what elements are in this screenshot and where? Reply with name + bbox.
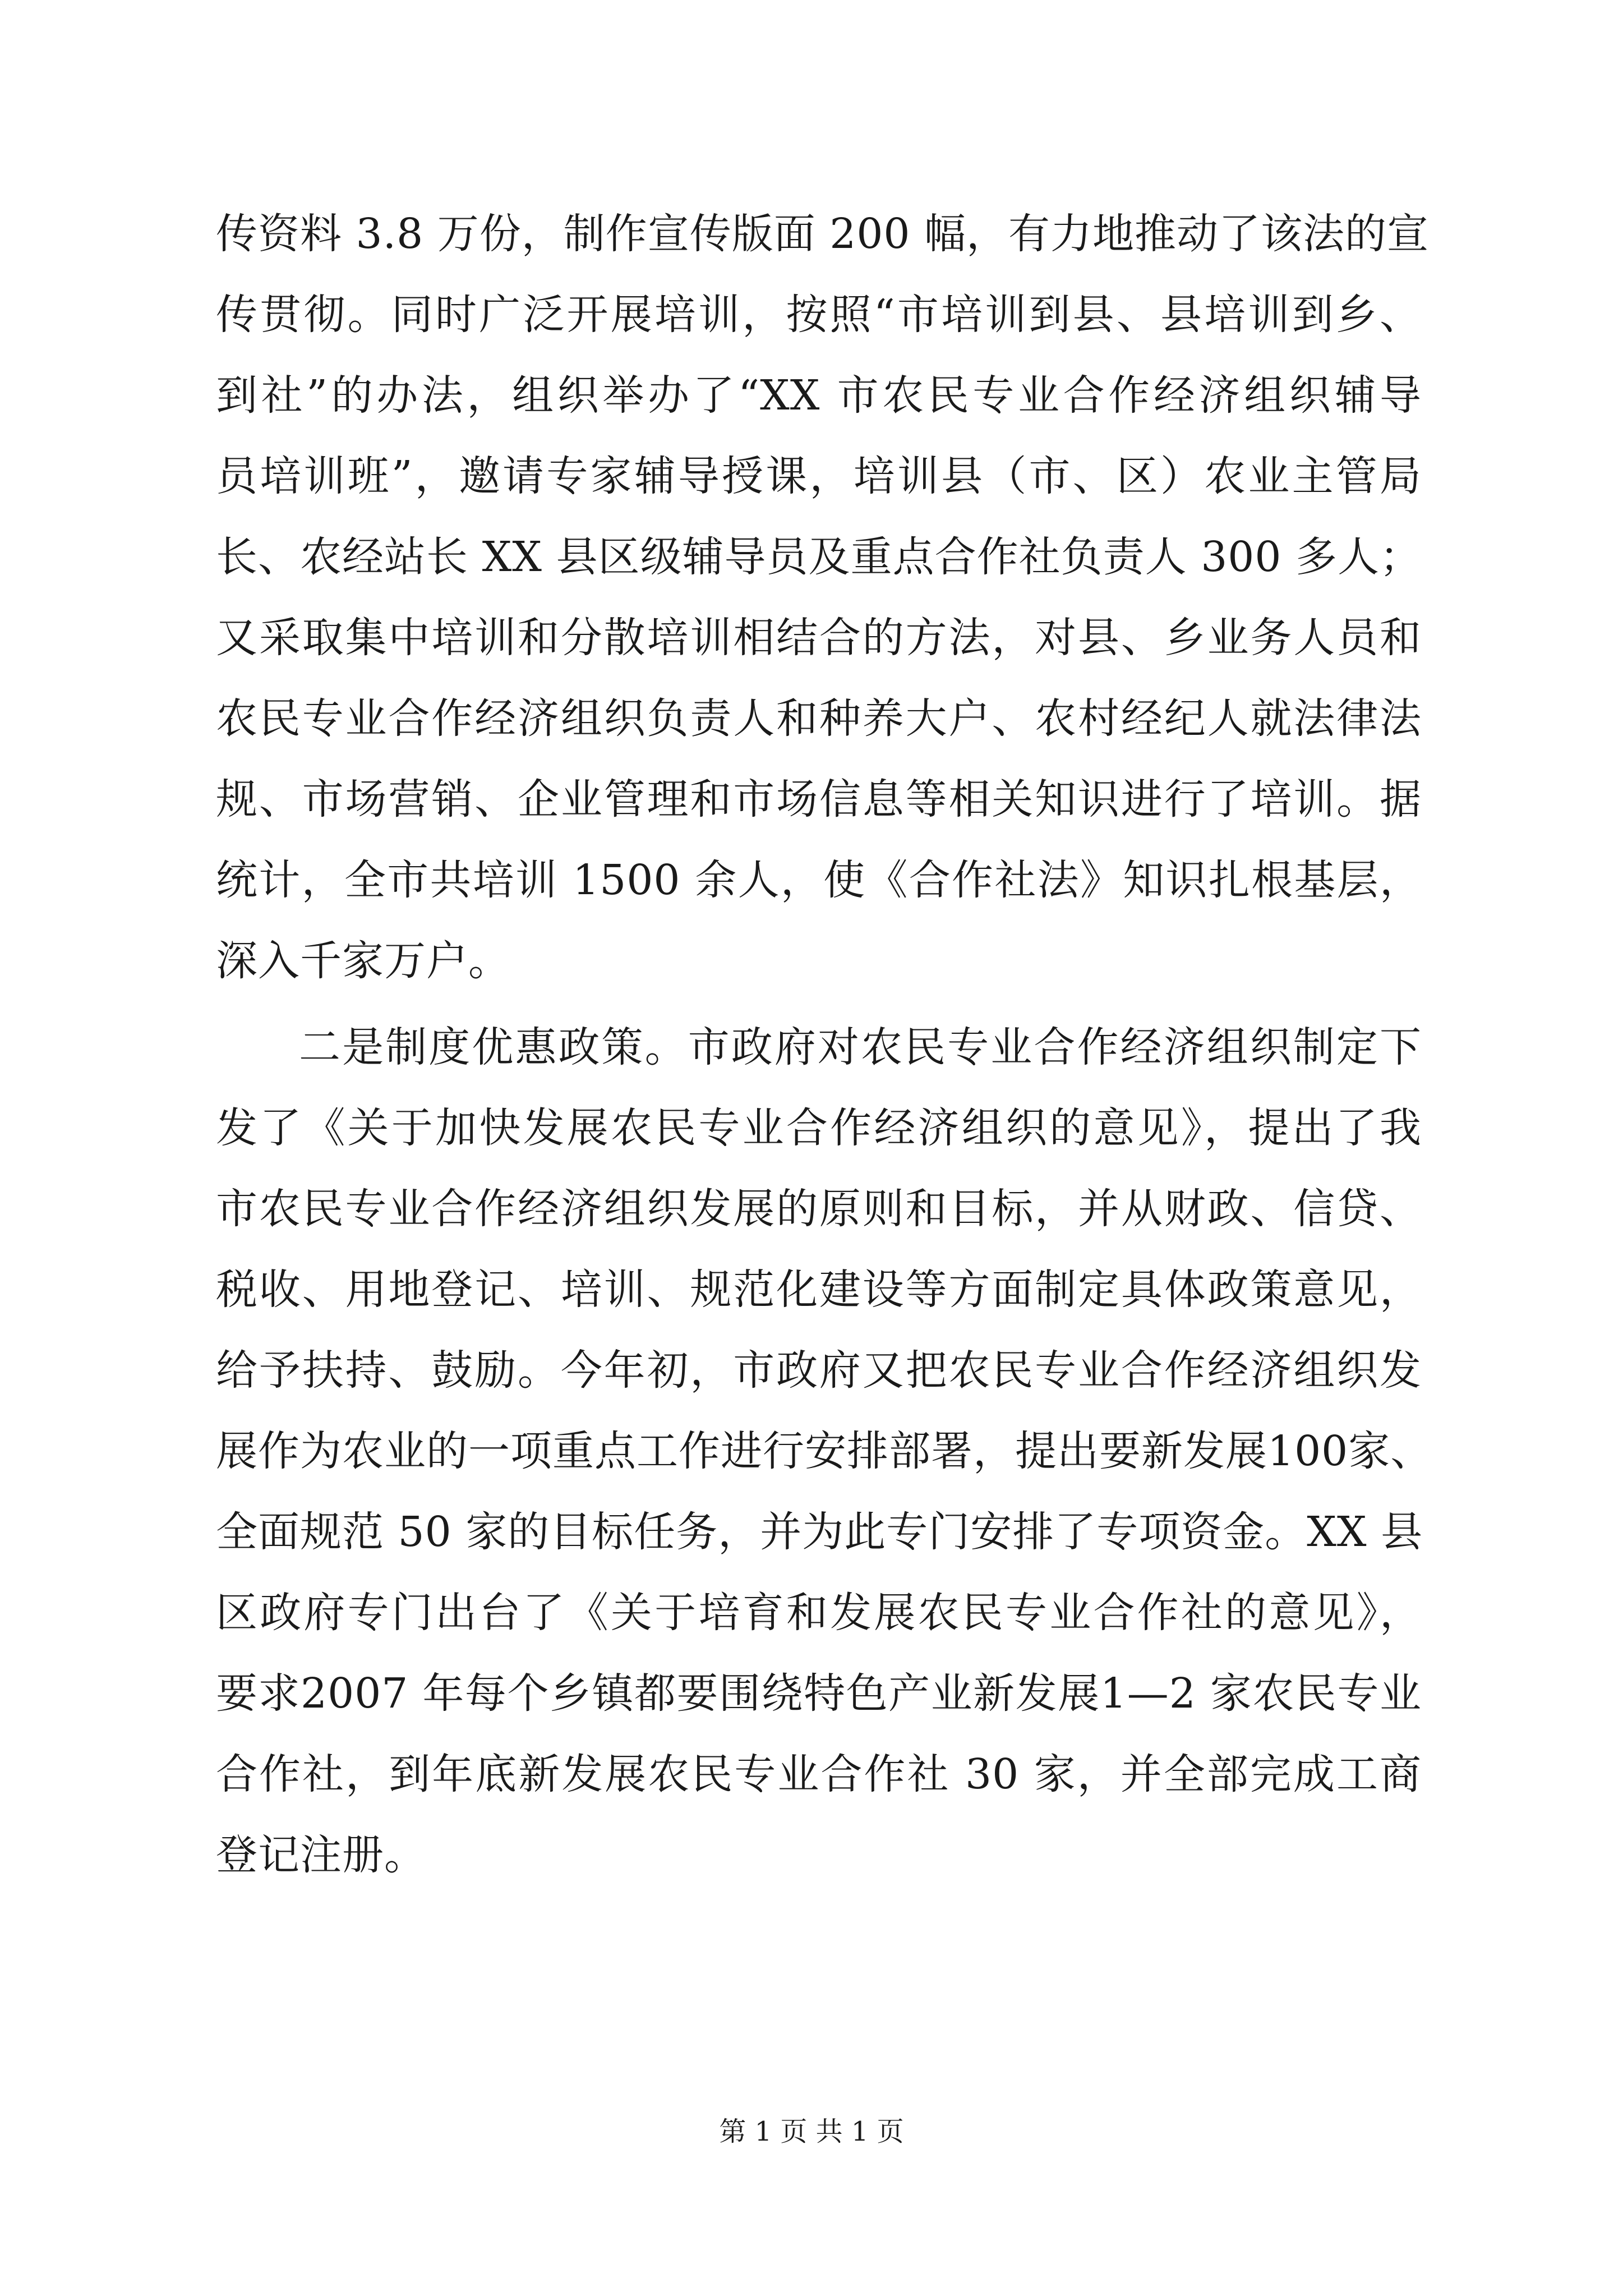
text-line: 到社”的办法，组织举办了“XX 市农民专业合作经济组织辅导 [216, 371, 1422, 420]
page-footer: 第 1 页 共 1 页 [719, 2116, 904, 2147]
text-line: 深入千家万户。 [216, 937, 510, 985]
text-line: 又采取集中培训和分散培训相结合的方法，对县、乡业务人员和 [216, 614, 1422, 662]
text-line: 区政府专门出台了《关于培育和发展农民专业合作社的意见》， [216, 1589, 1422, 1637]
text-line: 登记注册。 [216, 1831, 426, 1879]
text-line: 传资料 3.8 万份，制作宣传版面 200 幅，有力地推动了该法的宣 [216, 210, 1430, 258]
text-line: 全面规范 50 家的目标任务，并为此专门安排了专项资金。XX 县 [216, 1508, 1423, 1556]
text-line: 要求2007 年每个乡镇都要围绕特色产业新发展1—2 家农民专业 [216, 1669, 1422, 1718]
text-line: 员培训班”，邀请专家辅导授课，培训县（市、区）农业主管局 [216, 452, 1422, 500]
text-line: 税收、用地登记、培训、规范化建设等方面制定具体政策意见， [216, 1266, 1422, 1314]
paragraph-2 [216, 1007, 1433, 1895]
paragraph-1 [216, 194, 1430, 1001]
body-text [216, 194, 1433, 1895]
text-line: 合作社，到年底新发展农民专业合作社 30 家，并全部完成工商 [216, 1750, 1422, 1798]
text-line: 二是制度优惠政策。市政府对农民专业合作经济组织制定下 [299, 1023, 1422, 1071]
text-line: 规、市场营销、企业管理和市场信息等相关知识进行了培训。据 [216, 775, 1422, 823]
text-line: 传贯彻。同时广泛开展培训，按照“市培训到县、县培训到乡、 [216, 291, 1422, 339]
text-line: 市农民专业合作经济组织发展的原则和目标，并从财政、信贷、 [216, 1185, 1422, 1233]
text-line: 发了《关于加快发展农民专业合作经济组织的意见》，提出了我 [216, 1104, 1422, 1152]
text-line: 统计，全市共培训 1500 余人，使《合作社法》知识扎根基层， [216, 856, 1422, 904]
text-line: 农民专业合作经济组织负责人和种养大户、农村经纪人就法律法 [216, 694, 1422, 743]
text-line: 给予扶持、鼓励。今年初，市政府又把农民专业合作经济组织发 [216, 1346, 1422, 1395]
text-line: 展作为农业的一项重点工作进行安排部署，提出要新发展100家、 [216, 1427, 1433, 1475]
text-line: 长、农经站长 XX 县区级辅导员及重点合作社负责人 300 多人； [216, 533, 1422, 581]
